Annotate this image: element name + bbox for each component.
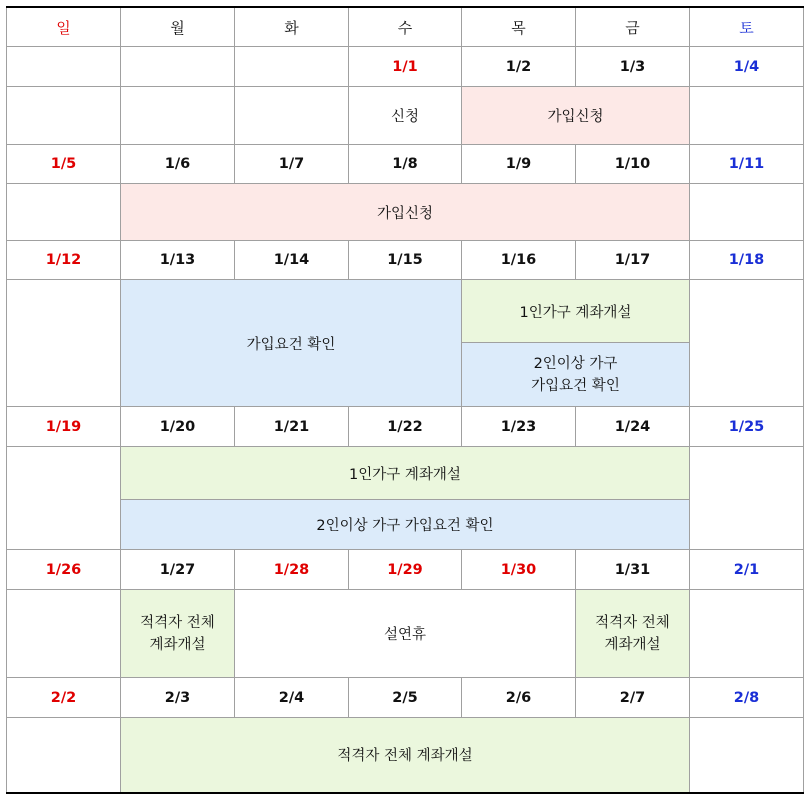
date-row-week1 — [7, 47, 804, 87]
date-cell — [235, 47, 349, 87]
date-cell: 1/14 — [235, 241, 349, 280]
date-cell: 2/6 — [462, 678, 576, 718]
weekday-thu: 목 — [462, 7, 576, 47]
date-cell: 1/17 — [576, 241, 690, 280]
event-row-week3a — [7, 280, 804, 343]
event-all-account: 적격자 전체 계좌개설 — [121, 718, 690, 793]
weekday-fri: 금 — [576, 7, 690, 47]
date-cell: 1/24 — [576, 407, 690, 447]
weekday-mon: 월 — [121, 7, 235, 47]
weekday-wed: 수 — [349, 7, 462, 47]
event-signup: 가입신청 — [121, 184, 690, 241]
event-all-account — [121, 590, 235, 678]
date-cell: 1/26 — [7, 550, 121, 590]
date-cell: 1/16 — [462, 241, 576, 280]
date-cell: 1/6 — [121, 145, 235, 184]
date-cell: 1/8 — [349, 145, 462, 184]
event-check-eligibility: 가입요건 확인 — [121, 280, 462, 407]
empty-cell — [690, 280, 804, 407]
event-row-week1 — [7, 87, 804, 145]
weekday-header-row — [7, 7, 804, 47]
empty-cell — [7, 184, 121, 241]
date-row-week2 — [7, 145, 804, 184]
event-all-account-line2: 계좌개설 — [149, 636, 206, 653]
date-cell: 1/20 — [121, 407, 235, 447]
empty-cell — [690, 718, 804, 793]
event-row-week5 — [7, 590, 804, 678]
empty-cell — [7, 590, 121, 678]
date-cell: 1/13 — [121, 241, 235, 280]
event-multi-check-line1: 2인이상 가구 — [533, 355, 618, 372]
weekday-tue: 화 — [235, 7, 349, 47]
date-cell: 1/11 — [690, 145, 804, 184]
date-cell — [7, 47, 121, 87]
date-cell: 1/19 — [7, 407, 121, 447]
event-multi-check-line2: 가입요건 확인 — [531, 377, 620, 394]
date-cell: 2/3 — [121, 678, 235, 718]
date-row-week4 — [7, 407, 804, 447]
event-holiday: 설연휴 — [235, 590, 576, 678]
empty-cell — [690, 184, 804, 241]
weekday-sat: 토 — [690, 7, 804, 47]
date-cell: 2/2 — [7, 678, 121, 718]
empty-cell — [7, 87, 121, 145]
schedule-calendar — [6, 6, 804, 794]
date-cell: 1/7 — [235, 145, 349, 184]
date-cell: 1/28 — [235, 550, 349, 590]
date-cell: 2/7 — [576, 678, 690, 718]
date-cell: 1/27 — [121, 550, 235, 590]
event-multi-check — [462, 343, 690, 407]
event-row-week4b — [7, 500, 804, 550]
date-cell: 1/23 — [462, 407, 576, 447]
date-cell: 1/18 — [690, 241, 804, 280]
event-all-account — [576, 590, 690, 678]
event-single-account: 1인가구 계좌개설 — [462, 280, 690, 343]
event-all-account-line1: 적격자 전체 — [595, 614, 670, 631]
date-cell: 1/25 — [690, 407, 804, 447]
empty-cell — [7, 718, 121, 793]
date-cell — [121, 47, 235, 87]
event-all-account-line2: 계좌개설 — [604, 636, 661, 653]
empty-cell — [235, 87, 349, 145]
date-cell: 1/29 — [349, 550, 462, 590]
event-row-week2 — [7, 184, 804, 241]
empty-cell — [690, 87, 804, 145]
date-row-week3 — [7, 241, 804, 280]
event-row-week6 — [7, 718, 804, 793]
date-cell: 1/10 — [576, 145, 690, 184]
date-cell: 1/9 — [462, 145, 576, 184]
date-cell: 2/1 — [690, 550, 804, 590]
date-cell: 1/5 — [7, 145, 121, 184]
date-cell: 2/5 — [349, 678, 462, 718]
empty-cell — [7, 447, 121, 550]
date-cell: 1/15 — [349, 241, 462, 280]
date-cell: 1/1 — [349, 47, 462, 87]
event-apply-short: 신청 — [349, 87, 462, 145]
date-cell: 2/4 — [235, 678, 349, 718]
date-cell: 1/2 — [462, 47, 576, 87]
date-cell: 1/3 — [576, 47, 690, 87]
date-row-week6 — [7, 678, 804, 718]
event-signup: 가입신청 — [462, 87, 690, 145]
date-row-week5 — [7, 550, 804, 590]
date-cell: 2/8 — [690, 678, 804, 718]
event-all-account-line1: 적격자 전체 — [140, 614, 215, 631]
empty-cell — [121, 87, 235, 145]
date-cell: 1/12 — [7, 241, 121, 280]
event-row-week4a — [7, 447, 804, 500]
date-cell: 1/4 — [690, 47, 804, 87]
date-cell: 1/21 — [235, 407, 349, 447]
empty-cell — [7, 280, 121, 407]
event-multi-check: 2인이상 가구 가입요건 확인 — [121, 500, 690, 550]
weekday-sun: 일 — [7, 7, 121, 47]
date-cell: 1/31 — [576, 550, 690, 590]
event-single-account: 1인가구 계좌개설 — [121, 447, 690, 500]
empty-cell — [690, 447, 804, 550]
empty-cell — [690, 590, 804, 678]
date-cell: 1/30 — [462, 550, 576, 590]
date-cell: 1/22 — [349, 407, 462, 447]
